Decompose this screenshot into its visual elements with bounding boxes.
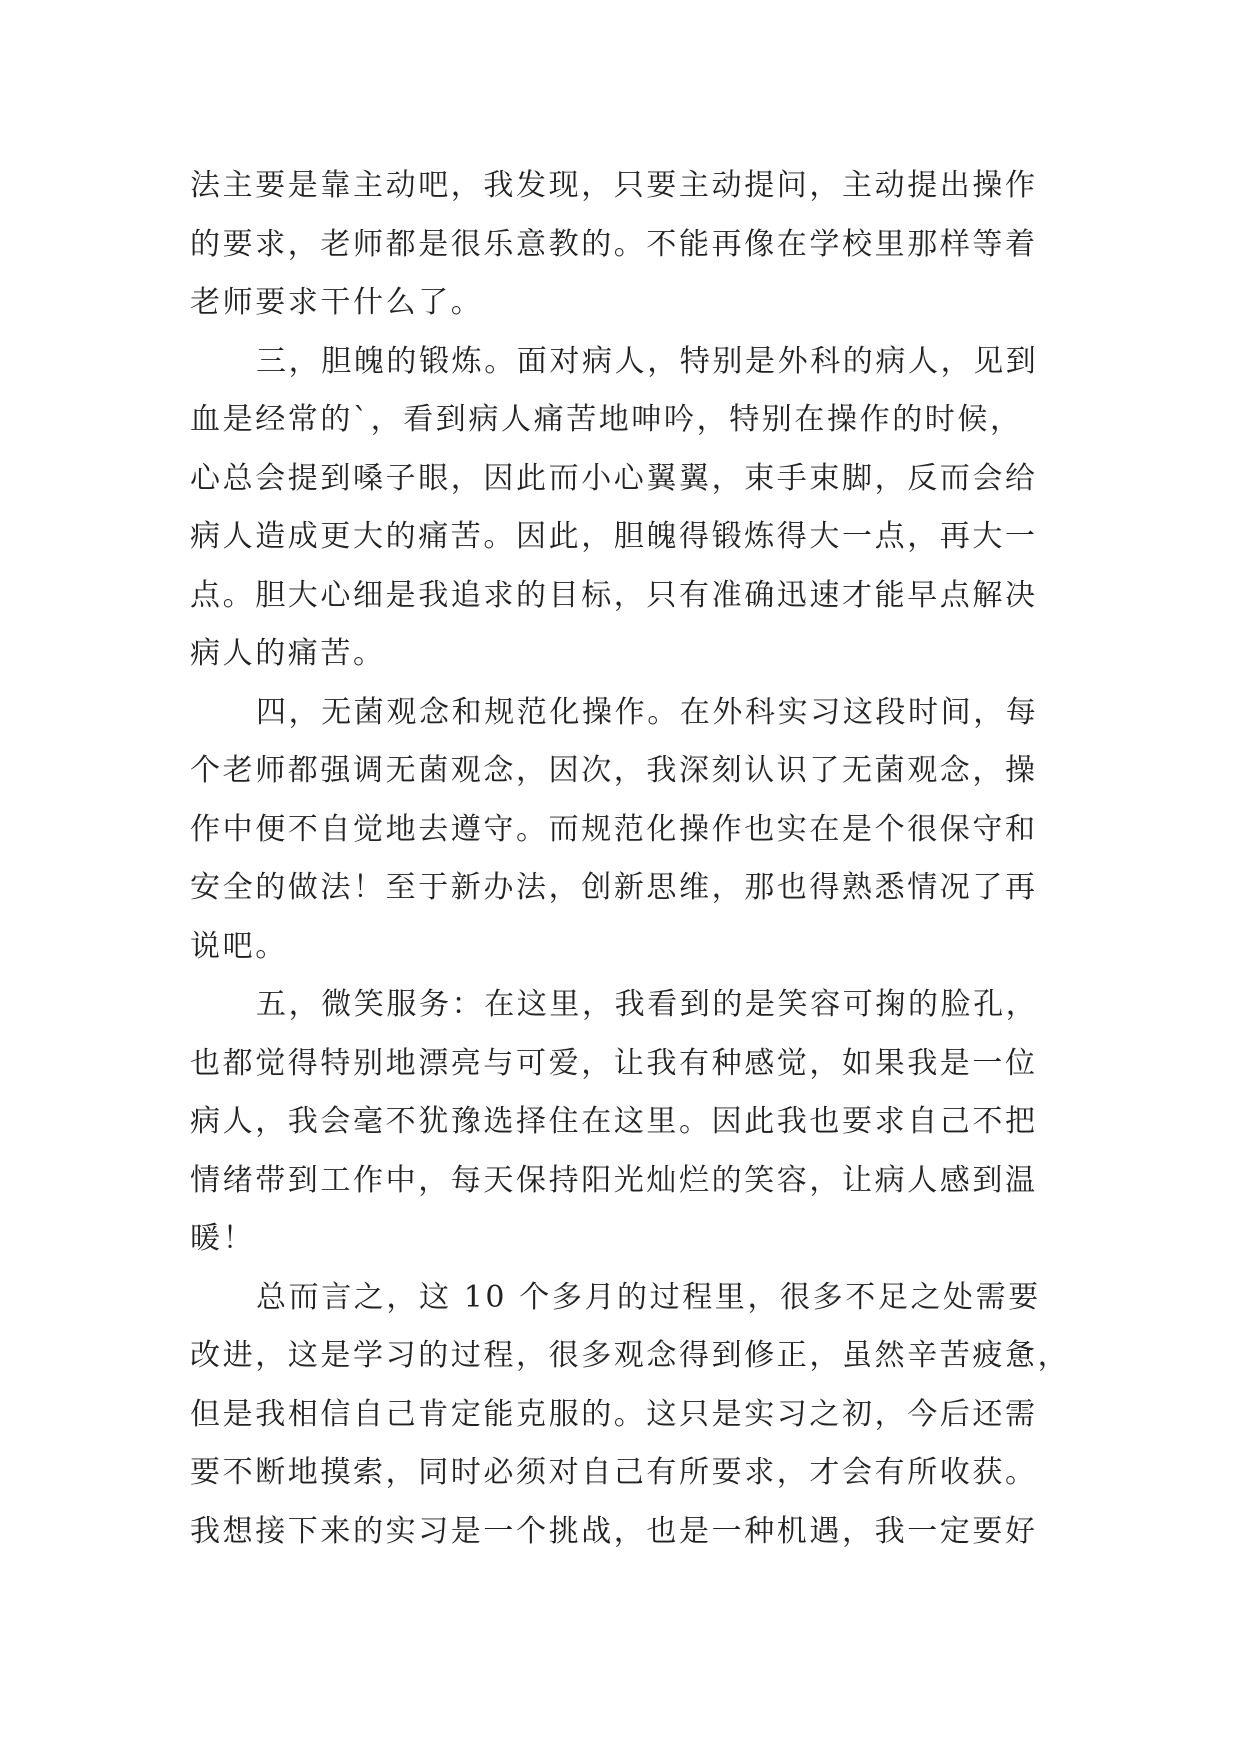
text-line: 血是经常的`，看到病人痛苦地呻吟，特别在操作的时候， [190, 402, 1023, 437]
paragraph-start-line: 五，微笑服务：在这里，我看到的是笑容可掬的脸孔， [256, 987, 1039, 1022]
text-line: 病人造成更大的痛苦。因此，胆魄得锻炼得大一点，再大一 [190, 519, 1038, 554]
text-line: 要不断地摸索，同时必须对自己有所要求，才会有所收获。 [190, 1455, 1038, 1490]
text-line: 个老师都强调无菌观念，因次，我深刻认识了无菌观念，操 [190, 753, 1038, 788]
text-line: 但是我相信自己肯定能克服的。这只是实习之初，今后还需 [190, 1396, 1038, 1432]
text-line: 病人的痛苦。 [190, 636, 386, 671]
text-line: 改进，这是学习的过程，很多观念得到修正，虽然辛苦疲惫， [190, 1338, 1071, 1373]
text-line: 心总会提到嗓子眼，因此而小心翼翼，束手束脚，反而会给 [190, 460, 1038, 496]
text-line: 病人，我会毫不犹豫选择住在这里。因此我也要求自己不把 [190, 1104, 1038, 1139]
text-line: 点。胆大心细是我追求的目标，只有准确迅速才能早点解决 [190, 577, 1038, 613]
text-line: 也都觉得特别地漂亮与可爱，让我有种感觉，如果我是一位 [190, 1045, 1038, 1081]
text-line: 说吧。 [190, 928, 288, 964]
body-text [190, 157, 1074, 1561]
text-line: 我想接下来的实习是一个挑战，也是一种机遇，我一定要好 [190, 1513, 1038, 1549]
text-line: 情绪带到工作中，每天保持阳光灿烂的笑容，让病人感到温 [190, 1162, 1038, 1198]
paragraph-start-line: 三，胆魄的锻炼。面对病人，特别是外科的病人，见到 [256, 343, 1039, 379]
text-line: 老师要求干什么了。 [190, 285, 484, 320]
text-line: 作中便不自觉地去遵守。而规范化操作也实在是个很保守和 [190, 811, 1038, 847]
text-line: 暖！ [190, 1221, 256, 1256]
text-line: 法主要是靠主动吧，我发现，只要主动提问，主动提出操作 [190, 168, 1038, 203]
text-line: 的要求，老师都是很乐意教的。不能再像在学校里那样等着 [190, 226, 1038, 262]
paragraph-start-line: 四，无菌观念和规范化操作。在外科实习这段时间，每 [256, 694, 1039, 730]
paragraph-start-line: 总而言之，这 10 个多月的过程里，很多不足之处需要 [256, 1279, 1041, 1315]
text-line: 安全的做法！至于新办法，创新思维，那也得熟悉情况了再 [190, 870, 1038, 905]
